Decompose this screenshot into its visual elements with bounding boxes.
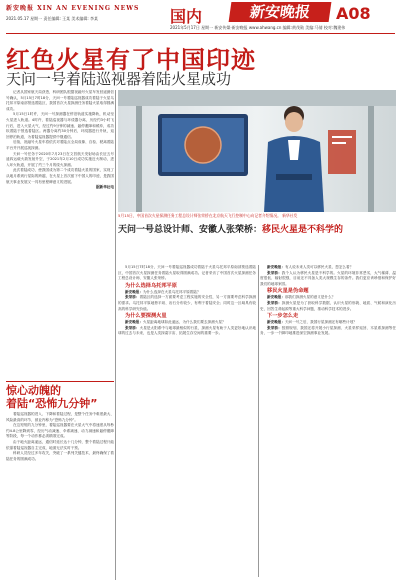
speaker-tag: 新安晚报： — [125, 289, 143, 294]
interview-headline — [118, 222, 396, 235]
article-paragraph: 记者从国家航天局获悉，科研团队根据祝融号火星车发回遥测信号确认，5月15日7时18分，天问一号着陆巡视器成功着陆于火星乌托邦平原南部预选着陆区，我国首次火星探测任务着陆火星取得圆满成功。 — [6, 90, 114, 111]
side-title-line-2: 着陆“恐怖九分钟” — [6, 397, 98, 410]
speaker-tag: 张荣桥： — [125, 325, 140, 330]
speaker-tag: 张荣桥： — [125, 295, 140, 300]
article-paragraph: 科研人员经过多年攻关，突破了一系列关键技术，最终确保了着陆任务的圆满成功。 — [6, 451, 114, 461]
article-paragraph: 后续，祝融号火星车将依次对着陆点全局成像、自检、驶离着陆平台并开展巡视探测。 — [6, 140, 114, 150]
photo-caption: 5月15日，中国首次火星探测任务工程总设计师张荣桥在北京航天飞行控制中心向记者介绍情况。 新华社发 — [118, 213, 298, 218]
section-label: 国内 — [170, 7, 203, 26]
interview-text: 那我们探测火星的意义是什么？ — [284, 295, 336, 300]
side-article-body — [6, 412, 114, 584]
article-paragraph: 由于地火距离遥远，通信时延长达十几分钟，整个着陆过程只能依靠着陆巡视器自主完成，地面无法实时干预。 — [6, 439, 114, 450]
interview-text: 我个人认为移民火星是不科学的。火星的环境非常恶劣，大气稀薄、温度很低、辐射很强，目前还不具备人类大规模生存的条件。我们更应该珍惜和保护好我们的地球家园。 — [260, 270, 396, 286]
interview-text: 着陆区的选择一方面要考虑工程实施的安全性，另一方面要考虑科学探测的需求。乌托邦平原地势平坦、岩石分布较少，有利于着陆安全；同时这一区域具有较高的科学研究价值。 — [118, 295, 256, 311]
main-headline: 红色火星有了中国印迹 — [6, 46, 256, 74]
paper-name: 新安晚报 XIN AN EVENING NEWS — [6, 5, 140, 12]
interview-column-1 — [118, 265, 256, 577]
interview-paragraph — [260, 301, 396, 312]
interview-subheading: 为什么选择乌托邦平原 — [125, 282, 177, 289]
interview-subheading: 移民火星是伪命题 — [267, 288, 309, 295]
interview-text: 火星是太阳系中与地球最相似的行星，探测火星有助于人类更好地认识地球的过去与未来，也是人类探索宇宙、拓展生存空间的重要一步。 — [118, 325, 256, 336]
meta-line: 2021年5月17日 星期一 新安传媒·新安晚报 www.ahwang.cn 编辑:黄茂勋 美编:马倩 校对:魏建伟 — [170, 25, 346, 30]
news-photo — [118, 90, 396, 212]
interview-subheading: 下一步怎么走 — [267, 313, 299, 320]
article-column-1 — [6, 90, 114, 384]
masthead-left — [6, 3, 168, 22]
column-divider — [115, 90, 116, 580]
interview-text: 按照规划，我国还将开展小行星探测、火星采样返回、木星系探测等任务，一步一个脚印地推进深空探测事业发展。 — [260, 325, 396, 336]
interview-text: 为什么选择在火星乌托邦平原着陆？ — [142, 289, 201, 294]
article-paragraph: 5月15日1时许，天问一号探测器在停泊轨道实施降轨，机动至火星进入轨道。4时许，着陆巡视器与环绕器分离，历经约3小时飞行后，进入火星大气，经过约9分钟的减速、悬停避障和缓冲，成功软着陆于预选着陆区。两器分离约30分钟后，环绕器进行升轨，返回停泊轨道，为着陆巡视器提供中继通信。 — [6, 112, 114, 139]
sub-headline: 天问一号着陆巡视器着陆火星成功 — [6, 70, 232, 88]
interview-headline-lead: 天问一号总设计师、安徽人张荣桥： — [118, 225, 263, 235]
article-paragraph: 着陆巡视器的进入、下降和着陆过程，是整个任务中难度最大、风险最高的环节，被业内称为“恐怖九分钟”。 — [6, 412, 114, 422]
side-article-title — [6, 384, 114, 410]
interview-text: 探测火星是为了获取科学数据，认识火星的形貌、地质、气候和演化历史，回答生命起源等重大科学问题，推动科学技术的进步。 — [260, 300, 396, 311]
speaker-tag: 张荣桥： — [267, 300, 282, 305]
masthead-right — [170, 2, 395, 32]
article-paragraph: 天问一号任务于2020年7月23日在文昌航天发射场由长征五号遥四运载火箭发射升空，于2021年2月10日成功实施近火制动，进入环火轨道，开展了约三个月的绕火探测。 — [6, 151, 114, 167]
page-header — [0, 0, 401, 34]
header-rule — [6, 33, 395, 34]
speaker-tag: 新安晚报： — [267, 265, 285, 269]
speaker-tag: 张荣桥： — [267, 325, 282, 330]
side-title-line-1: 惊心动魄的 — [6, 384, 61, 397]
interview-column-divider — [258, 265, 259, 577]
interview-paragraph — [118, 295, 256, 312]
page-number: A08 — [336, 4, 371, 23]
interview-text: 有人说未来人类可以移民火星，您怎么看？ — [284, 265, 354, 269]
speaker-tag: 新安晚报： — [125, 320, 143, 325]
article-byline: 据新华社电 — [96, 185, 114, 190]
article-paragraph: 在这短短的九分钟里，着陆巡视器要在火星大气中将速度从每秒约4.8公里降到零，经历气动减速、伞系减速、动力减速和悬停避障等阶段，每一个动作都必须精准完成。 — [6, 423, 114, 439]
interview-paragraph — [118, 326, 256, 337]
speaker-tag: 新安晚报： — [267, 320, 285, 325]
interview-text: 5月15日7时18分，天问一号着陆巡视器成功着陆于火星乌托邦平原南部预选着陆区，中国首次火星探测任务着陆火星取得圆满成功。记者采访了中国首次火星探测任务工程总设计师、安徽人张荣桥。 — [118, 265, 256, 281]
speaker-tag: 张荣桥： — [267, 270, 282, 275]
interview-paragraph — [260, 326, 396, 337]
date-line: 2021.05.17 星期一 责任编辑: 王某 美术编辑: 李某 — [6, 16, 98, 21]
interview-subheading: 为什么要探测火星 — [125, 313, 167, 320]
article-paragraph: 此次着陆成功，使我国成为第二个成功着陆火星的国家，实现了从地月系到行星际的跨越，在火星上首次留下中国人的印迹，是我国航天事业发展又一具有里程碑意义的进展。 — [6, 168, 114, 184]
interview-column-2 — [260, 265, 396, 577]
side-article-rule — [6, 381, 114, 382]
brand-logo: 新安晚报 — [229, 2, 332, 22]
photo-illustration — [118, 90, 396, 212]
interview-headline-main: 移民火星是不科学的 — [262, 225, 344, 235]
interview-text: 火星距离地球如此遥远，为什么我们要去探测火星？ — [142, 320, 226, 325]
interview-paragraph — [260, 271, 396, 288]
speaker-tag: 新安晚报： — [267, 295, 285, 300]
interview-paragraph — [118, 265, 256, 282]
interview-text: 天问一号之后，我国行星探测还有哪些计划？ — [284, 320, 357, 325]
